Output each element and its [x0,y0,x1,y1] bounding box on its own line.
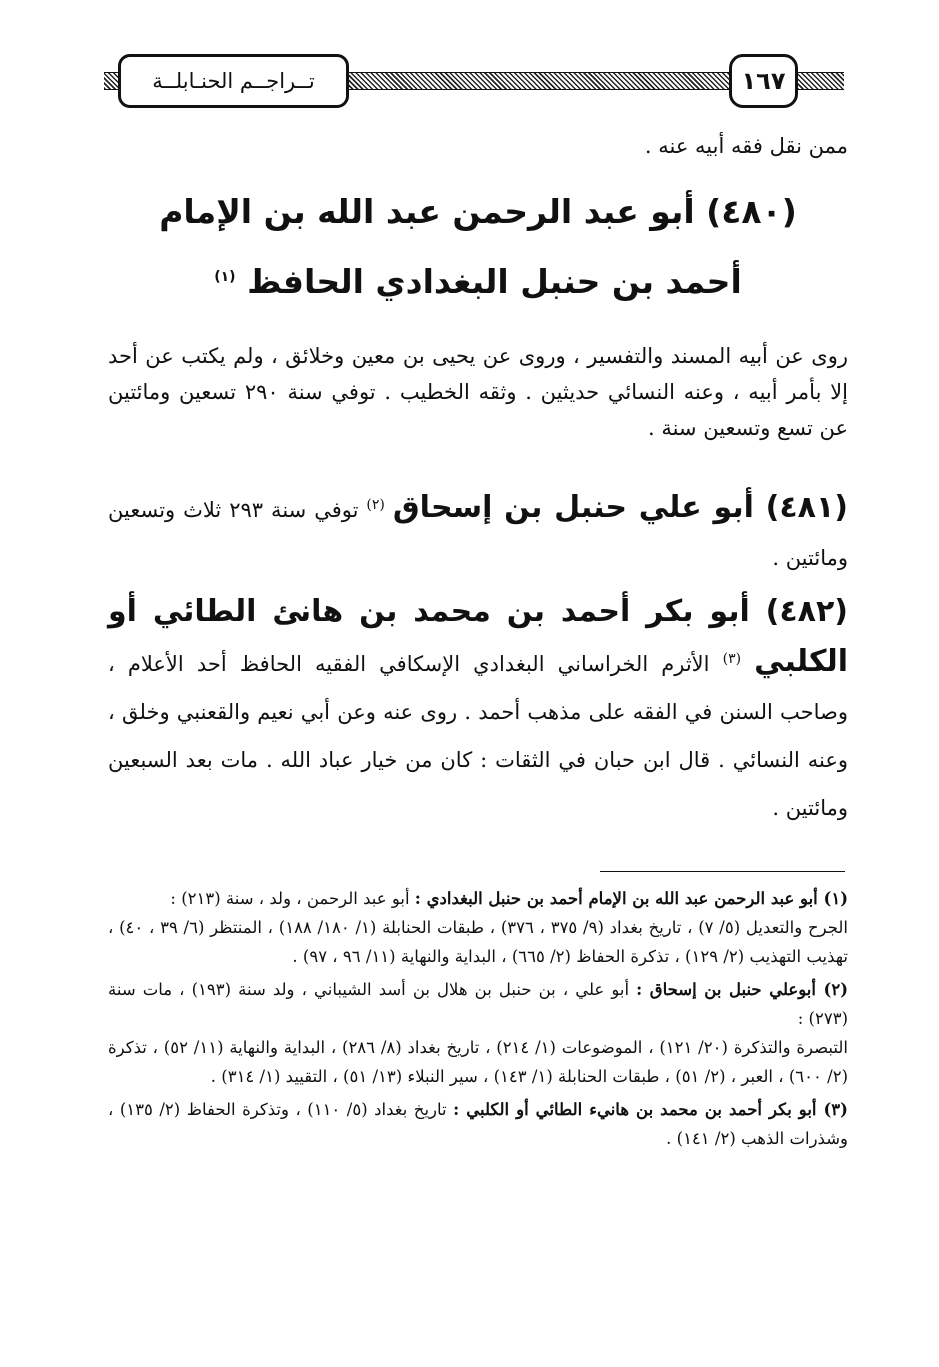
entry-481 [108,484,848,582]
footnote-3-head: (٣) أبو بكر أحمد بن محمد بن هانيء الطائي أو الكلبي : [453,1100,848,1119]
running-title: تــراجــم الحنـابلــة [118,54,349,108]
entry-481-body: توفي سنة ٢٩٣ ثلاث وتسعين ومائتين . [108,498,848,570]
entry-480-heading-line2 [108,252,848,312]
footnote-1-sources: الجرح والتعديل (٥/ ٧) ، تاريخ بغداد (٩/ ٣٧٥ ، ٣٧٦) ، طبقات الحنابلة (١/ ١٨٠/ ١٨٨) ، المنتظر (٦/ ٣٩ ، ٤٠) ، تهذيب التهذيب (٢/ ١٢٩) ، تذكرة الحفاظ (٢/ ٦٦٥) ، البداية والنهاية (١١/ ٩٦ ، ٩٧) . [108,918,848,966]
footnotes [108,884,848,1157]
page-number: ١٦٧ [729,54,798,108]
footnote-3-text: تاريخ بغداد (٥/ ١١٠) ، وتذكرة الحفاظ (٢/ ١٣٥) ، وشذرات الذهب (٢/ ١٤١) . [108,1100,848,1148]
running-header [104,50,844,108]
footnote-mark-3[interactable]: (٣) [722,651,742,667]
entry-482-body: الأثرم الخراساني البغدادي الإسكافي الفقيه الحافظ أحد الأعلام ، وصاحب السنن في الفقه على مذهب أحمد . روى عنه وعن أبي نعيم والقعنبي وخلق ، وعنه النسائي . قال ابن حبان في الثقات : كان من خيار عباد الله . مات بعد السبعين ومائتين . [108,652,848,820]
entry-480-body: روى عن أبيه المسند والتفسير ، وروى عن يحيى بن معين وخلائق ، ولم يكتب عن أحد إلا بأمر أبيه ، وعنه النسائي حديثين . وثقه الخطيب . توفي سنة ٢٩٠ تسعين ومائتين عن تسع وتسعين سنة . [108,344,848,440]
entry-482-heading: (٤٨٢) أبو بكر أحمد بن محمد بن هانئ الطائي أو الكلبي [108,594,848,679]
intro-line: ممن نقل فقه أبيه عنه . [644,134,848,158]
entry-482 [108,588,848,832]
footnote-1-text: أبو عبد الرحمن ، ولد ، سنة (٢١٣) : [170,889,410,908]
entry-480-heading-line1: (٤٨٠) أبو عبد الرحمن عبد الله بن الإمام [159,192,797,231]
footnote-separator [600,871,845,872]
entry-480-heading-text: أحمد بن حنبل البغدادي الحافظ [247,262,742,301]
footnote-1 [108,884,848,971]
entry-481-heading: (٤٨١) أبو علي حنبل بن إسحاق [392,490,848,525]
footnote-2-sources: التبصرة والتذكرة (٢٠/ ١٢١) ، الموضوعات (١/ ٢١٤) ، تاريخ بغداد (٨/ ٢٨٦) ، البداية والنهاية (١١/ ٥٢) ، تذكرة (٢/ ٦٠٠) ، العبر ، (٢/ ٥١) ، طبقات الحنابلة (١/ ١٤٣) ، سير النبلاء (١٣/ ٥١) ، التقييد (١/ ٣١٤) . [108,1038,848,1086]
footnote-mark-2[interactable]: (٢) [366,497,385,513]
footnote-2-head: (٢) أبوعلي حنبل بن إسحاق : [636,980,849,999]
footnote-2-text: أبو علي ، بن حنبل بن هلال بن أسد الشيباني ، ولد سنة (١٩٣) ، مات سنة (٢٧٣) : [108,980,848,1028]
footnote-2 [108,975,848,1091]
footnote-1-head: (١) أبو عبد الرحمن عبد الله بن الإمام أحمد بن حنبل البغدادي : [414,889,848,908]
footnote-mark-1[interactable]: (١) [214,269,236,285]
footnote-3 [108,1095,848,1153]
